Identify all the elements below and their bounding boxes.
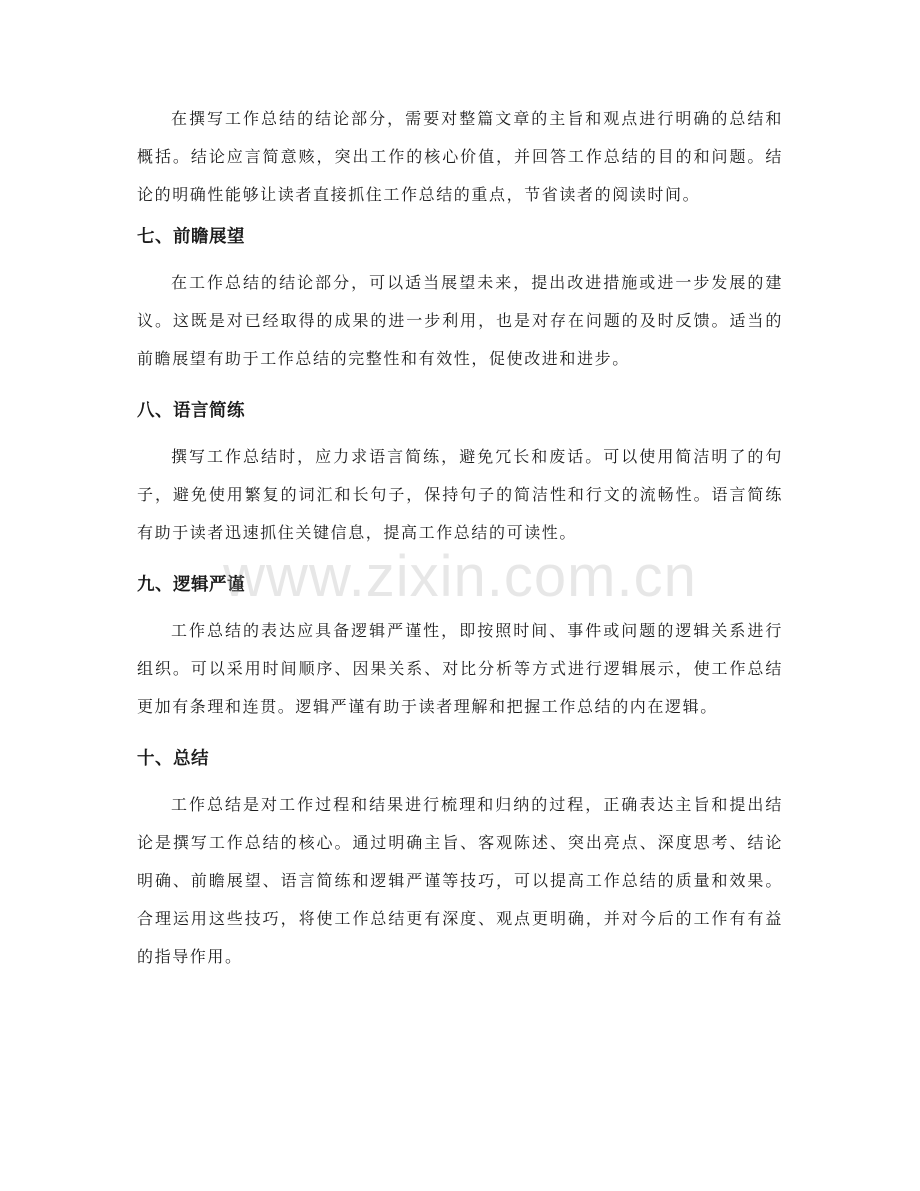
section-paragraph-rigorous-logic: 工作总结的表达应具备逻辑严谨性，即按照时间、事件或问题的逻辑关系进行组织。可以采用时间顺序、因果关系、对比分析等方式进行逻辑展示，使工作总结更加有条理和连贯。逻辑严谨有助于读者理解和把握工作总结的内在逻辑。 (137, 621, 783, 716)
watermark-text: www.zixin.com.cn (223, 544, 697, 609)
section-paragraph-summary: 工作总结是对工作过程和结果进行梳理和归纳的过程，正确表达主旨和提出结论是撰写工作总结的核心。通过明确主旨、客观陈述、突出亮点、深度思考、结论明确、前瞻展望、语言简练和逻辑严谨等技巧，可以提高工作总结的质量和效果。合理运用这些技巧，将使工作总结更有深度、观点更明确，并对今后的工作有有益的指导作用。 (137, 795, 783, 966)
section-paragraph-concise-language: 撰写工作总结时，应力求语言简练，避免冗长和废话。可以使用简洁明了的句子，避免使用繁复的词汇和长句子，保持句子的简洁性和行文的流畅性。语言简练有助于读者迅速抓住关键信息，提高工作总结的可读性。 (137, 447, 783, 542)
section-heading-rigorous-logic: 九、逻辑严谨 (137, 575, 245, 595)
section-paragraph-outlook: 在工作总结的结论部分，可以适当展望未来，提出改进措施或进一步发展的建议。这既是对已经取得的成果的进一步利用，也是对存在问题的及时反馈。适当的前瞻展望有助于工作总结的完整性和有效性，促使改进和进步。 (137, 273, 783, 368)
section-heading-outlook: 七、前瞻展望 (137, 227, 245, 247)
document-body (137, 100, 783, 976)
section-heading-summary: 十、总结 (137, 749, 209, 769)
section-heading-concise-language: 八、语言简练 (137, 401, 245, 421)
intro-paragraph: 在撰写工作总结的结论部分，需要对整篇文章的主旨和观点进行明确的总结和概括。结论应言简意赅，突出工作的核心价值，并回答工作总结的目的和问题。结论的明确性能够让读者直接抓住工作总结的重点，节省读者的阅读时间。 (137, 109, 783, 204)
